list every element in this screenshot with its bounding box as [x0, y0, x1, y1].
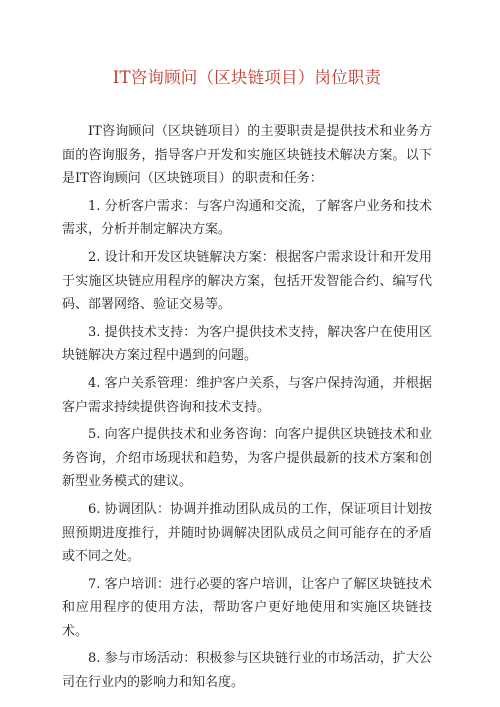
duty-item-6: 6. 协调团队：协调并推动团队成员的工作，保证项目计划按照预期进度推行，并随时协调解决团队成员之间可能存在的矛盾或不同之处。 [62, 501, 432, 565]
duty-item-4: 4. 客户关系管理：维护客户关系，与客户保持沟通，并根据客户需求持续提供咨询和技术支持。 [62, 375, 432, 415]
duty-item-8: 8. 参与市场活动：积极参与区块链行业的市场活动，扩大公司在行业内的影响力和知名度。 [62, 651, 432, 691]
duty-item-2: 2. 设计和开发区块链解决方案：根据客户需求设计和开发用于实施区块链应用程序的解决方案，包括开发智能合约、编写代码、部署网络、验证交易等。 [62, 249, 432, 313]
intro-paragraph: IT咨询顾问（区块链项目）的主要职责是提供技术和业务方面的咨询服务，指导客户开发和实施区块链技术解决方案。以下是IT咨询顾问（区块链项目）的职责和任务： [62, 124, 432, 187]
document-title: IT咨询顾问（区块链项目）岗位职责 [112, 68, 382, 87]
document-body [62, 120, 432, 695]
duty-item-3: 3. 提供技术支持：为客户提供技术支持，解决客户在使用区块链解决方案过程中遇到的问题。 [62, 324, 432, 364]
duty-item-5: 5. 向客户提供技术和业务咨询：向客户提供区块链技术和业务咨询，介绍市场现状和趋势，为客户提供最新的技术方案和创新型业务模式的建议。 [62, 427, 432, 490]
duty-item-7: 7. 客户培训：进行必要的客户培训，让客户了解区块链技术和应用程序的使用方法，帮助客户更好地使用和实施区块链技术。 [62, 576, 432, 639]
duty-item-1: 1. 分析客户需求：与客户沟通和交流，了解客户业务和技术需求，分析并制定解决方案。 [62, 198, 432, 238]
